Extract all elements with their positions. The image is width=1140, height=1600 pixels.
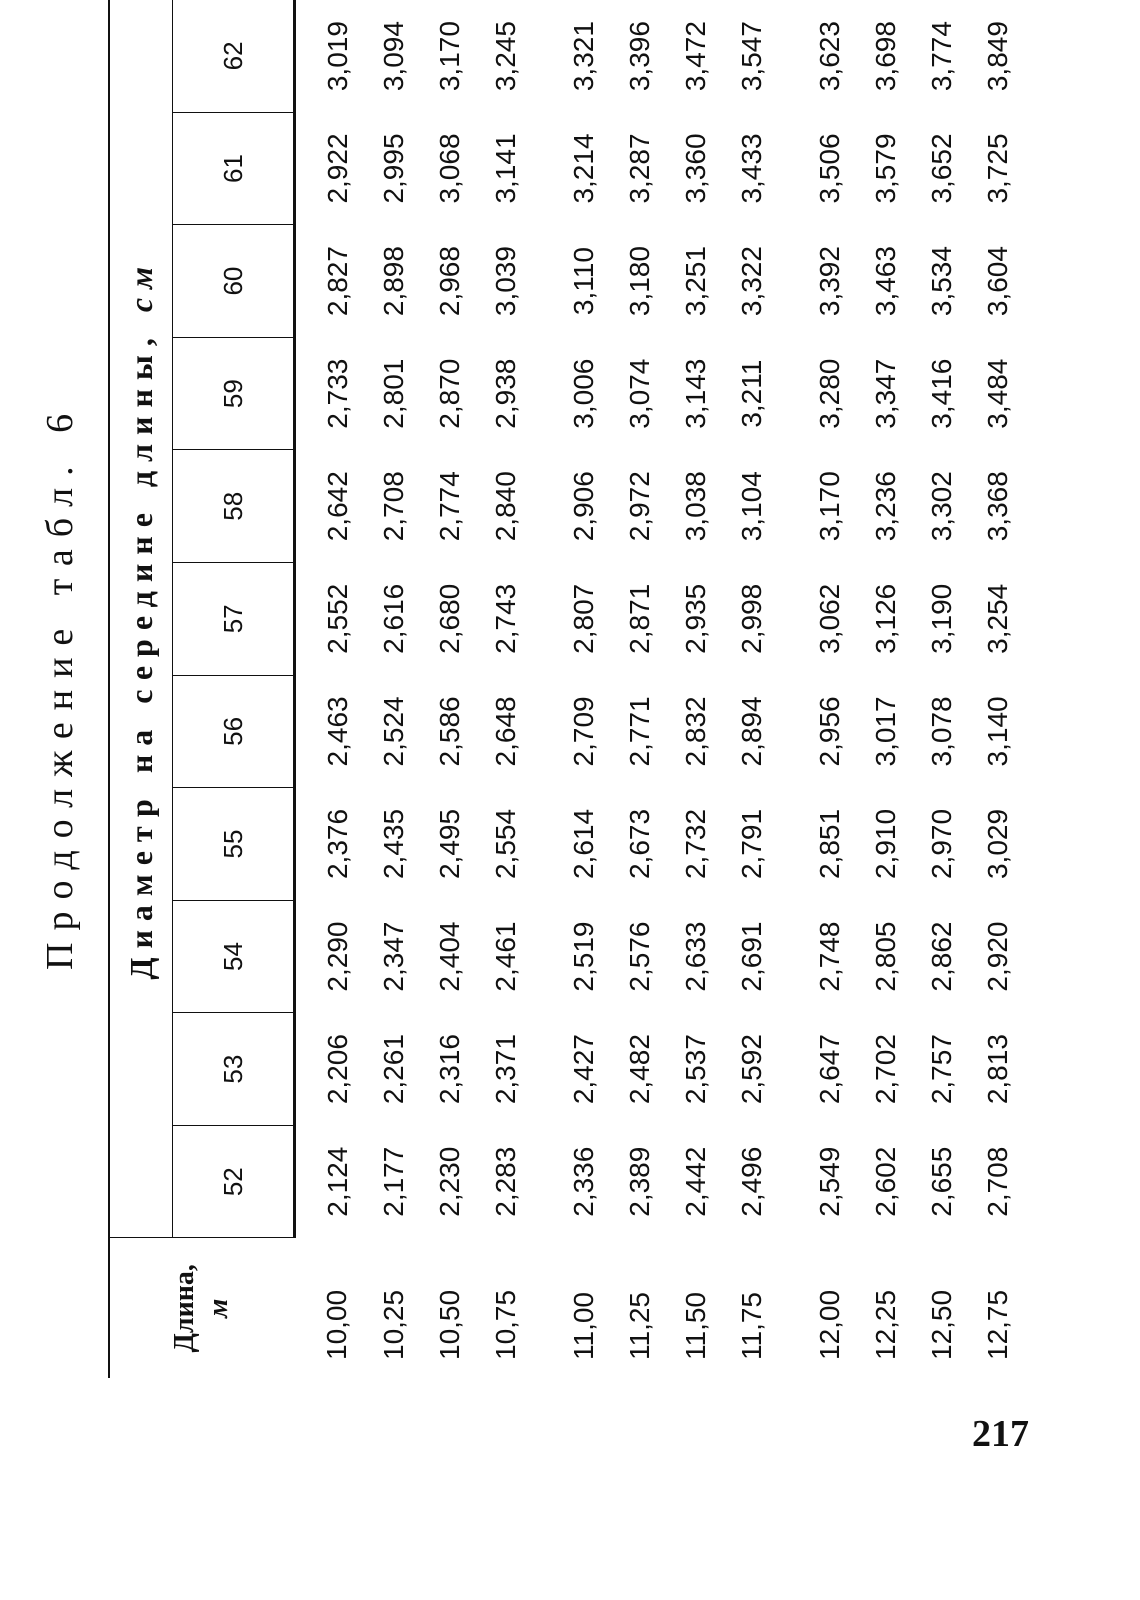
diameter-header-cell: 61 bbox=[173, 112, 295, 225]
length-cell: 11,00 bbox=[568, 1292, 599, 1360]
volume-cell: 2,956 bbox=[814, 696, 845, 767]
volume-cell: 3,623 bbox=[814, 21, 845, 92]
volume-cell: 2,870 bbox=[434, 358, 465, 429]
volume-cell: 2,442 bbox=[680, 1146, 711, 1217]
group-spacer bbox=[534, 0, 556, 1378]
table-row bbox=[478, 0, 534, 1378]
volume-cell: 2,495 bbox=[434, 808, 465, 880]
length-cell: 11,50 bbox=[680, 1292, 711, 1360]
volume-cell: 3,347 bbox=[870, 358, 901, 429]
volume-cell: 3,547 bbox=[736, 21, 767, 92]
volume-cell: 2,496 bbox=[736, 1146, 767, 1217]
table-row bbox=[802, 0, 858, 1378]
volume-cell: 3,017 bbox=[870, 696, 901, 767]
volume-cell: 3,110 bbox=[568, 247, 599, 316]
volume-cell: 2,316 bbox=[434, 1034, 465, 1105]
table-row bbox=[970, 0, 1026, 1378]
table-row bbox=[668, 0, 724, 1378]
volume-cell: 3,774 bbox=[926, 21, 957, 92]
volume-cell: 2,938 bbox=[490, 358, 521, 429]
volume-cell: 3,725 bbox=[982, 133, 1013, 204]
volume-cell: 3,652 bbox=[926, 133, 957, 204]
diameter-header-cell: 57 bbox=[173, 563, 295, 676]
volume-cell: 2,389 bbox=[624, 1146, 655, 1217]
volume-cell: 2,805 bbox=[870, 921, 901, 992]
volume-cell: 2,642 bbox=[322, 471, 353, 542]
length-cell: 11,25 bbox=[624, 1292, 655, 1360]
table-row bbox=[724, 0, 780, 1378]
length-unit: м bbox=[203, 1298, 235, 1318]
volume-cell: 2,206 bbox=[322, 1034, 353, 1105]
volume-cell: 2,906 bbox=[568, 471, 599, 542]
volume-cell: 2,922 bbox=[322, 133, 353, 204]
diameter-header-cell: 53 bbox=[173, 1013, 295, 1126]
table-row bbox=[612, 0, 668, 1378]
volume-cell: 3,104 bbox=[736, 471, 767, 542]
volume-cell: 2,549 bbox=[814, 1146, 845, 1217]
volume-cell: 2,910 bbox=[870, 808, 901, 880]
volume-cell: 3,029 bbox=[982, 808, 1013, 880]
volume-cell: 3,463 bbox=[870, 246, 901, 317]
volume-cell: 2,461 bbox=[490, 921, 521, 992]
volume-cell: 2,648 bbox=[490, 696, 521, 767]
length-cell: 10,00 bbox=[321, 1289, 353, 1360]
volume-cell: 2,935 bbox=[680, 583, 711, 654]
volume-cell: 3,143 bbox=[680, 358, 711, 429]
volume-cell: 2,851 bbox=[814, 808, 845, 880]
spacer-cell bbox=[534, 0, 556, 1378]
volume-cell: 2,336 bbox=[568, 1146, 599, 1217]
volume-cell: 2,791 bbox=[736, 808, 767, 880]
length-cell: 12,75 bbox=[982, 1289, 1013, 1360]
volume-cell: 2,537 bbox=[680, 1034, 711, 1105]
length-cell: 12,50 bbox=[926, 1289, 957, 1360]
volume-cell: 3,170 bbox=[434, 21, 465, 92]
table-caption: Продолжение табл. 6 bbox=[39, 401, 81, 970]
diameter-header-cell: 60 bbox=[173, 225, 295, 338]
volume-cell: 2,970 bbox=[926, 808, 957, 880]
volume-cell: 2,633 bbox=[680, 921, 711, 992]
volume-cell: 2,807 bbox=[568, 583, 599, 654]
volume-cell: 3,126 bbox=[870, 583, 901, 654]
diameter-group-header bbox=[109, 0, 173, 1238]
length-cell: 12,00 bbox=[814, 1289, 845, 1360]
volume-cell: 2,680 bbox=[434, 583, 465, 654]
volume-cell: 2,862 bbox=[926, 921, 957, 992]
volume-cell: 2,592 bbox=[736, 1034, 767, 1105]
volume-cell: 2,743 bbox=[490, 583, 521, 654]
volume-cell: 2,748 bbox=[814, 921, 845, 992]
length-cell: 10,75 bbox=[490, 1289, 521, 1360]
volume-cell: 3,302 bbox=[926, 471, 957, 542]
length-cell: 11,75 bbox=[736, 1292, 767, 1360]
volume-cell: 2,586 bbox=[434, 696, 465, 767]
volume-cell: 3,062 bbox=[814, 583, 845, 654]
volume-cell: 2,261 bbox=[378, 1034, 409, 1105]
volume-cell: 3,506 bbox=[814, 133, 845, 204]
volume-table bbox=[108, 0, 1026, 1378]
volume-cell: 3,396 bbox=[624, 21, 655, 92]
diameter-group-label: Диаметр на середине длины, bbox=[122, 329, 159, 980]
volume-cell: 2,371 bbox=[490, 1034, 521, 1105]
volume-cell: 2,691 bbox=[736, 921, 767, 992]
volume-cell: 2,920 bbox=[982, 921, 1013, 992]
volume-cell: 2,552 bbox=[322, 583, 353, 654]
volume-cell: 2,709 bbox=[568, 696, 599, 767]
volume-cell: 3,190 bbox=[926, 583, 957, 654]
volume-cell: 2,554 bbox=[490, 808, 521, 880]
volume-cell: 2,972 bbox=[624, 471, 655, 542]
length-cell: 12,25 bbox=[870, 1289, 901, 1360]
volume-cell: 3,322 bbox=[736, 246, 767, 317]
volume-cell: 3,534 bbox=[926, 246, 957, 317]
volume-cell: 3,019 bbox=[322, 21, 353, 92]
length-cell: 10,50 bbox=[434, 1289, 465, 1360]
volume-cell: 2,832 bbox=[680, 696, 711, 767]
table-row bbox=[366, 0, 422, 1378]
volume-cell: 2,655 bbox=[926, 1146, 957, 1217]
volume-cell: 2,124 bbox=[322, 1146, 353, 1217]
volume-cell: 3,006 bbox=[568, 358, 599, 429]
volume-cell: 2,283 bbox=[490, 1146, 521, 1217]
table-row bbox=[295, 0, 367, 1378]
volume-cell: 3,141 bbox=[490, 133, 521, 204]
diameter-group-unit: см bbox=[122, 257, 159, 313]
volume-cell: 2,998 bbox=[736, 583, 767, 654]
volume-cell: 3,280 bbox=[814, 358, 845, 429]
volume-cell: 2,524 bbox=[378, 696, 409, 767]
volume-cell: 2,376 bbox=[322, 808, 353, 880]
volume-cell: 2,757 bbox=[926, 1034, 957, 1105]
diameter-header-cell: 56 bbox=[173, 675, 295, 788]
volume-cell: 3,245 bbox=[490, 21, 521, 92]
volume-cell: 3,360 bbox=[680, 133, 711, 204]
diameter-header-cell: 58 bbox=[173, 450, 295, 563]
volume-cell: 3,416 bbox=[926, 358, 957, 429]
volume-cell: 2,898 bbox=[378, 246, 409, 317]
volume-cell: 3,604 bbox=[982, 246, 1013, 317]
diameter-header-cell: 59 bbox=[173, 337, 295, 450]
volume-cell: 3,039 bbox=[490, 246, 521, 317]
volume-cell: 2,774 bbox=[434, 471, 465, 542]
group-spacer bbox=[780, 0, 802, 1378]
volume-cell: 3,579 bbox=[870, 133, 901, 204]
volume-cell: 2,647 bbox=[814, 1034, 845, 1105]
volume-cell: 3,698 bbox=[870, 21, 901, 92]
volume-cell: 2,614 bbox=[568, 808, 599, 880]
volume-cell: 3,078 bbox=[926, 696, 957, 767]
volume-cell: 3,038 bbox=[680, 471, 711, 542]
diameter-header-cell: 62 bbox=[173, 0, 295, 112]
volume-cell: 2,702 bbox=[870, 1034, 901, 1105]
table-body bbox=[295, 0, 1027, 1378]
diameter-header-row bbox=[173, 0, 295, 1378]
volume-cell: 2,177 bbox=[378, 1146, 409, 1217]
diameter-header-cell: 52 bbox=[173, 1125, 295, 1238]
table-row bbox=[422, 0, 478, 1378]
length-cell: 10,25 bbox=[378, 1289, 409, 1360]
volume-cell: 2,519 bbox=[568, 921, 599, 992]
volume-cell: 3,236 bbox=[870, 471, 901, 542]
length-header bbox=[109, 1238, 295, 1378]
volume-cell: 2,230 bbox=[434, 1146, 465, 1217]
volume-cell: 2,827 bbox=[322, 246, 353, 317]
volume-cell: 2,347 bbox=[378, 921, 409, 992]
volume-cell: 3,211 bbox=[736, 359, 767, 428]
volume-cell: 3,068 bbox=[434, 133, 465, 204]
volume-cell: 2,435 bbox=[378, 808, 409, 880]
volume-cell: 2,840 bbox=[490, 471, 521, 542]
volume-cell: 2,813 bbox=[982, 1034, 1013, 1105]
volume-cell: 3,484 bbox=[982, 358, 1013, 429]
volume-cell: 2,968 bbox=[434, 246, 465, 317]
volume-cell: 2,894 bbox=[736, 696, 767, 767]
volume-cell: 3,254 bbox=[982, 583, 1013, 654]
diameter-header-cell: 55 bbox=[173, 788, 295, 901]
volume-cell: 3,140 bbox=[982, 696, 1013, 767]
volume-cell: 3,170 bbox=[814, 471, 845, 542]
volume-cell: 3,094 bbox=[378, 21, 409, 92]
volume-cell: 3,472 bbox=[680, 21, 711, 92]
volume-cell: 3,074 bbox=[624, 358, 655, 429]
volume-cell: 3,392 bbox=[814, 246, 845, 317]
volume-cell: 3,180 bbox=[624, 246, 655, 317]
volume-cell: 2,290 bbox=[322, 921, 353, 992]
volume-cell: 2,771 bbox=[624, 696, 655, 767]
volume-cell: 3,368 bbox=[982, 471, 1013, 542]
volume-cell: 3,251 bbox=[680, 246, 711, 317]
spacer-cell bbox=[780, 0, 802, 1378]
volume-cell: 2,673 bbox=[624, 808, 655, 880]
volume-cell: 3,214 bbox=[568, 133, 599, 204]
volume-cell: 2,576 bbox=[624, 921, 655, 992]
volume-cell: 2,708 bbox=[378, 471, 409, 542]
volume-cell: 3,433 bbox=[736, 133, 767, 204]
volume-cell: 2,733 bbox=[322, 358, 353, 429]
volume-cell: 2,995 bbox=[378, 133, 409, 204]
volume-cell: 2,404 bbox=[434, 921, 465, 992]
volume-cell: 2,602 bbox=[870, 1146, 901, 1217]
volume-cell: 2,463 bbox=[322, 696, 353, 767]
length-label: Длина, bbox=[169, 1264, 201, 1353]
volume-cell: 3,287 bbox=[624, 133, 655, 204]
volume-cell: 3,849 bbox=[982, 21, 1013, 92]
volume-cell: 2,708 bbox=[982, 1146, 1013, 1217]
page-number: 217 bbox=[972, 1413, 1029, 1455]
volume-cell: 2,616 bbox=[378, 583, 409, 654]
volume-cell: 2,732 bbox=[680, 808, 711, 880]
volume-cell: 2,871 bbox=[624, 583, 655, 654]
volume-cell: 2,482 bbox=[624, 1034, 655, 1105]
table-row bbox=[556, 0, 612, 1378]
table-row bbox=[914, 0, 970, 1378]
volume-cell: 3,321 bbox=[568, 21, 599, 92]
volume-cell: 2,427 bbox=[568, 1034, 599, 1105]
diameter-header-cell: 54 bbox=[173, 900, 295, 1013]
table-row bbox=[858, 0, 914, 1378]
volume-cell: 2,801 bbox=[378, 358, 409, 429]
